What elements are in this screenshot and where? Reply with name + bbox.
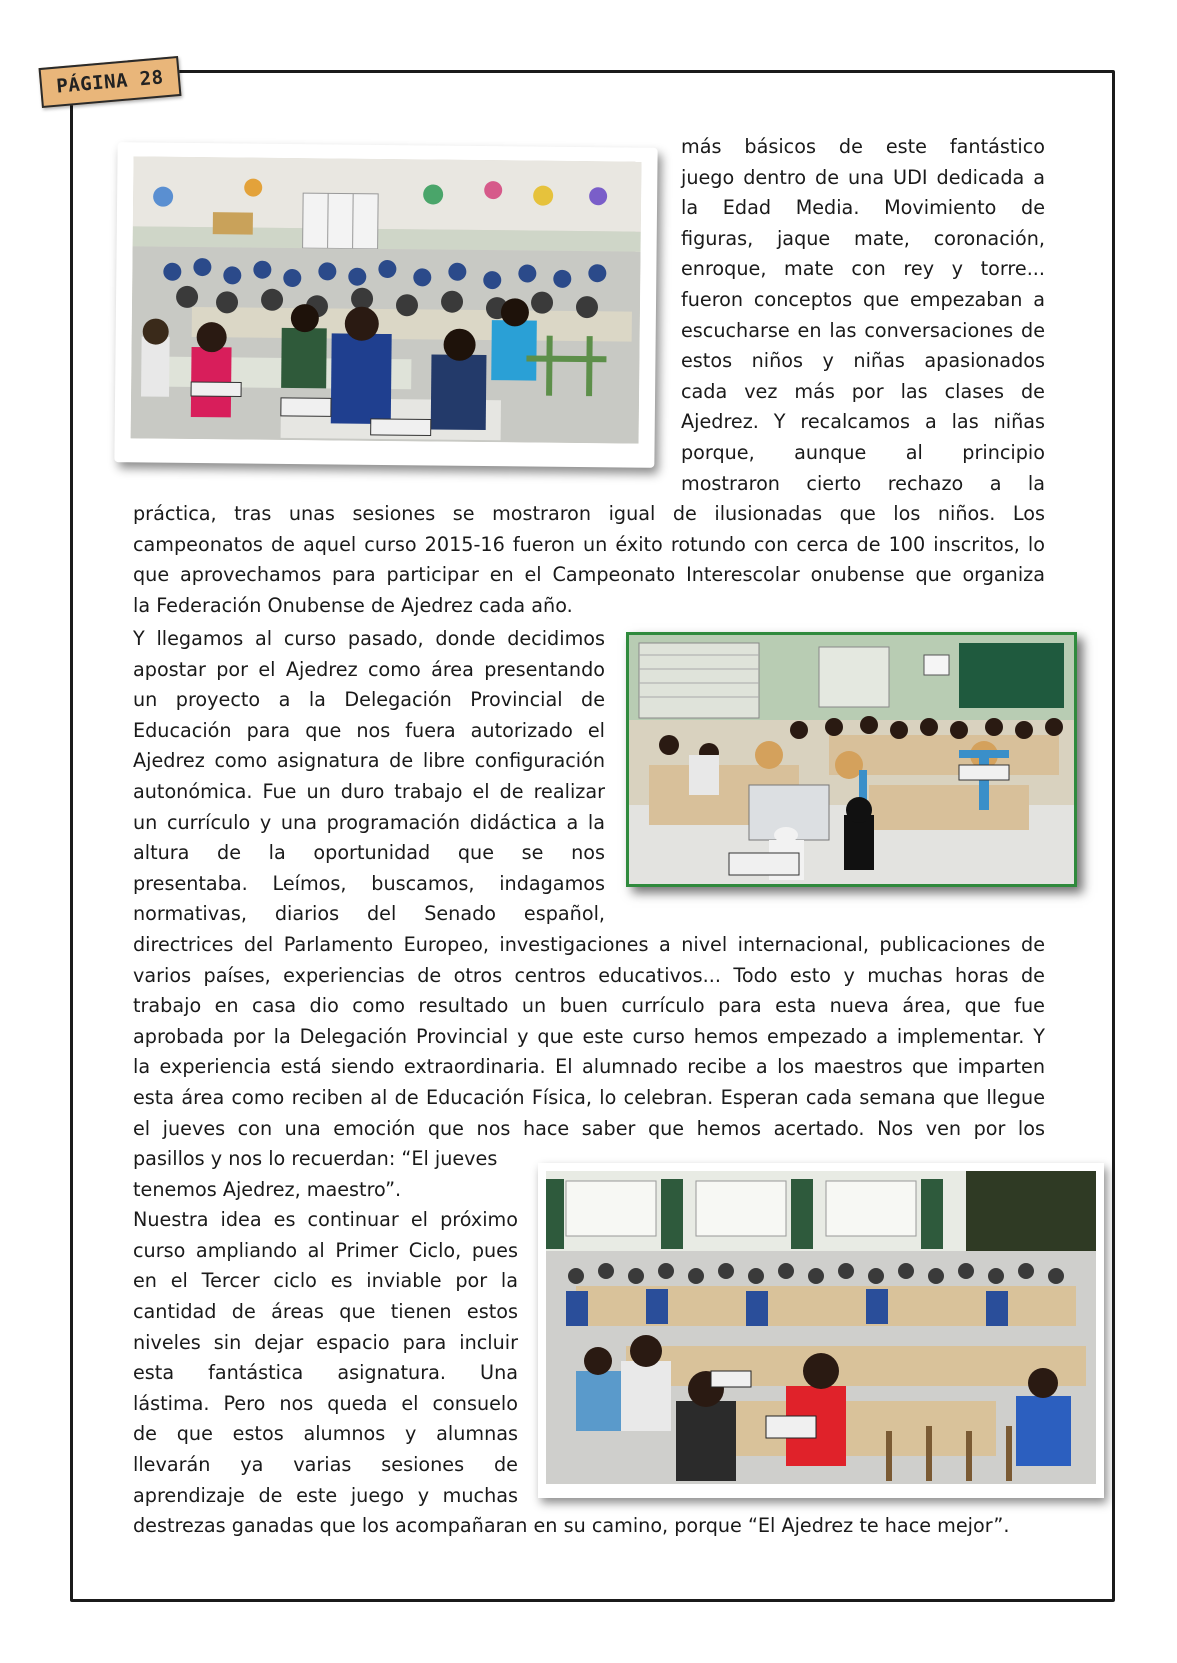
paragraph-5-line: curso ampliando al Primer Ciclo, pues <box>133 1238 518 1262</box>
paragraph-1-line: más básicos de este fantástico <box>681 135 1045 158</box>
paragraph-4-line: trabajo en casa dio como resultado un buen currículo para esta nueva área, que fue <box>133 994 1045 1018</box>
paragraph-1-line: fueron conceptos que empezaban a <box>681 287 1045 311</box>
paragraph-1-line: cada vez más por las clases de <box>681 379 1045 403</box>
paragraph-2-line: práctica, tras unas sesiones se mostraron igual de ilusionadas que los niños. Los <box>133 502 1045 525</box>
paragraph-1-line: porque, aunque al principio <box>681 440 1045 464</box>
paragraph-5-line: esta fantástica asignatura. Una <box>133 1361 518 1385</box>
paragraph-3-line: Ajedrez como asignatura de libre configuración <box>133 749 605 773</box>
paragraph-4-line: aprobada por la Delegación Provincial y que este curso hemos empezado a implementar. Y <box>133 1024 1045 1048</box>
paragraph-3-line: un proyecto a la Delegación Provincial de <box>133 688 605 712</box>
paragraph-1-line: la Edad Media. Movimiento de <box>681 196 1045 220</box>
photo-classroom-computers <box>626 632 1077 887</box>
photo-classroom-chess-tournament <box>114 142 657 468</box>
paragraph-5-line: cantidad de áreas que tienen estos <box>133 1299 518 1323</box>
photo-gym-chess-players <box>538 1163 1104 1498</box>
paragraph-3-line: Y llegamos al curso pasado, donde decidimos <box>133 627 605 650</box>
paragraph-6-line: destrezas ganadas que los acompañaran en su camino, porque “El Ajedrez te hace mejor”. <box>133 1514 1010 1537</box>
paragraph-3 <box>133 624 605 930</box>
paragraph-4-line: la experiencia está siendo extraordinaria. El alumnado recibe a los maestros que imparten <box>133 1055 1045 1079</box>
paragraph-1-line: Ajedrez. Y recalcamos a las niñas <box>681 410 1045 434</box>
paragraph-2 <box>133 499 1045 621</box>
paragraph-3-line: apostar por el Ajedrez como área presentando <box>133 657 605 681</box>
paragraph-4 <box>133 930 1045 1144</box>
photo-classroom-image <box>131 156 642 443</box>
paragraph-1-line: escucharse en las conversaciones de <box>681 318 1045 342</box>
paragraph-5-line: en el Tercer ciclo es inviable por la <box>133 1269 518 1293</box>
paragraph-3-line: altura de la oportunidad que se nos <box>133 841 605 865</box>
paragraph-5-line: de que estos alumnos y alumnas <box>133 1422 518 1446</box>
page-number-label: PÁGINA 28 <box>55 66 165 98</box>
paragraph-1-line: figuras, jaque mate, coronación, <box>681 226 1045 250</box>
paragraph-3-line: autonómica. Fue un duro trabajo el de realizar <box>133 779 605 803</box>
paragraph-5-line: llevarán ya varias sesiones de <box>133 1452 518 1476</box>
paragraph-1-line: estos niños y niñas apasionados <box>681 349 1045 373</box>
paragraph-1-line: enroque, mate con rey y torre... <box>681 257 1045 281</box>
paragraph-6 <box>133 1511 1045 1542</box>
paragraph-4-line: directrices del Parlamento Europeo, investigaciones a nivel internacional, publicaciones de <box>133 933 1045 956</box>
photo-gym-image <box>546 1171 1096 1484</box>
paragraph-5-line: pasillos y nos lo recuerdan: “El jueves <box>133 1147 498 1170</box>
paragraph-1-line: mostraron cierto rechazo a la <box>681 471 1045 495</box>
paragraph-4-line: el jueves con una emoción que nos hace saber que hemos acertado. Nos ven por los <box>133 1116 1045 1140</box>
paragraph-1 <box>681 132 1045 499</box>
paragraph-5-line: niveles sin dejar espacio para incluir <box>133 1330 518 1354</box>
paragraph-3-line: Educación para que nos fuera autorizado el <box>133 718 605 742</box>
paragraph-3-line: normativas, diarios del Senado español, <box>133 902 605 926</box>
paragraph-5-line: aprendizaje de este juego y muchas <box>133 1483 518 1507</box>
paragraph-5-line: Nuestra idea es continuar el próximo <box>133 1208 518 1232</box>
paragraph-2-line: la Federación Onubense de Ajedrez cada año. <box>133 593 573 617</box>
paragraph-3-line: un currículo y una programación didáctica a la <box>133 810 605 834</box>
paragraph-4-line: varios países, experiencias de otros centros educativos... Todo esto y muchas horas de <box>133 963 1045 987</box>
paragraph-2-line: que aprovechamos para participar en el Campeonato Interescolar onubense que organiza <box>133 563 1045 587</box>
paragraph-4-line: esta área como reciben al de Educación Física, lo celebran. Esperan cada semana que llegue <box>133 1085 1045 1109</box>
paragraph-1-line: juego dentro de una UDI dedicada a <box>681 165 1045 189</box>
paragraph-5-line: tenemos Ajedrez, maestro”. <box>133 1177 402 1201</box>
paragraph-5 <box>133 1144 518 1511</box>
paragraph-2-line: campeonatos de aquel curso 2015-16 fueron un éxito rotundo con cerca de 100 inscritos, lo <box>133 532 1045 556</box>
paragraph-5-line: lástima. Pero nos queda el consuelo <box>133 1391 518 1415</box>
photo-computers-image <box>629 635 1074 884</box>
paragraph-3-line: presentaba. Leímos, buscamos, indagamos <box>133 871 605 895</box>
